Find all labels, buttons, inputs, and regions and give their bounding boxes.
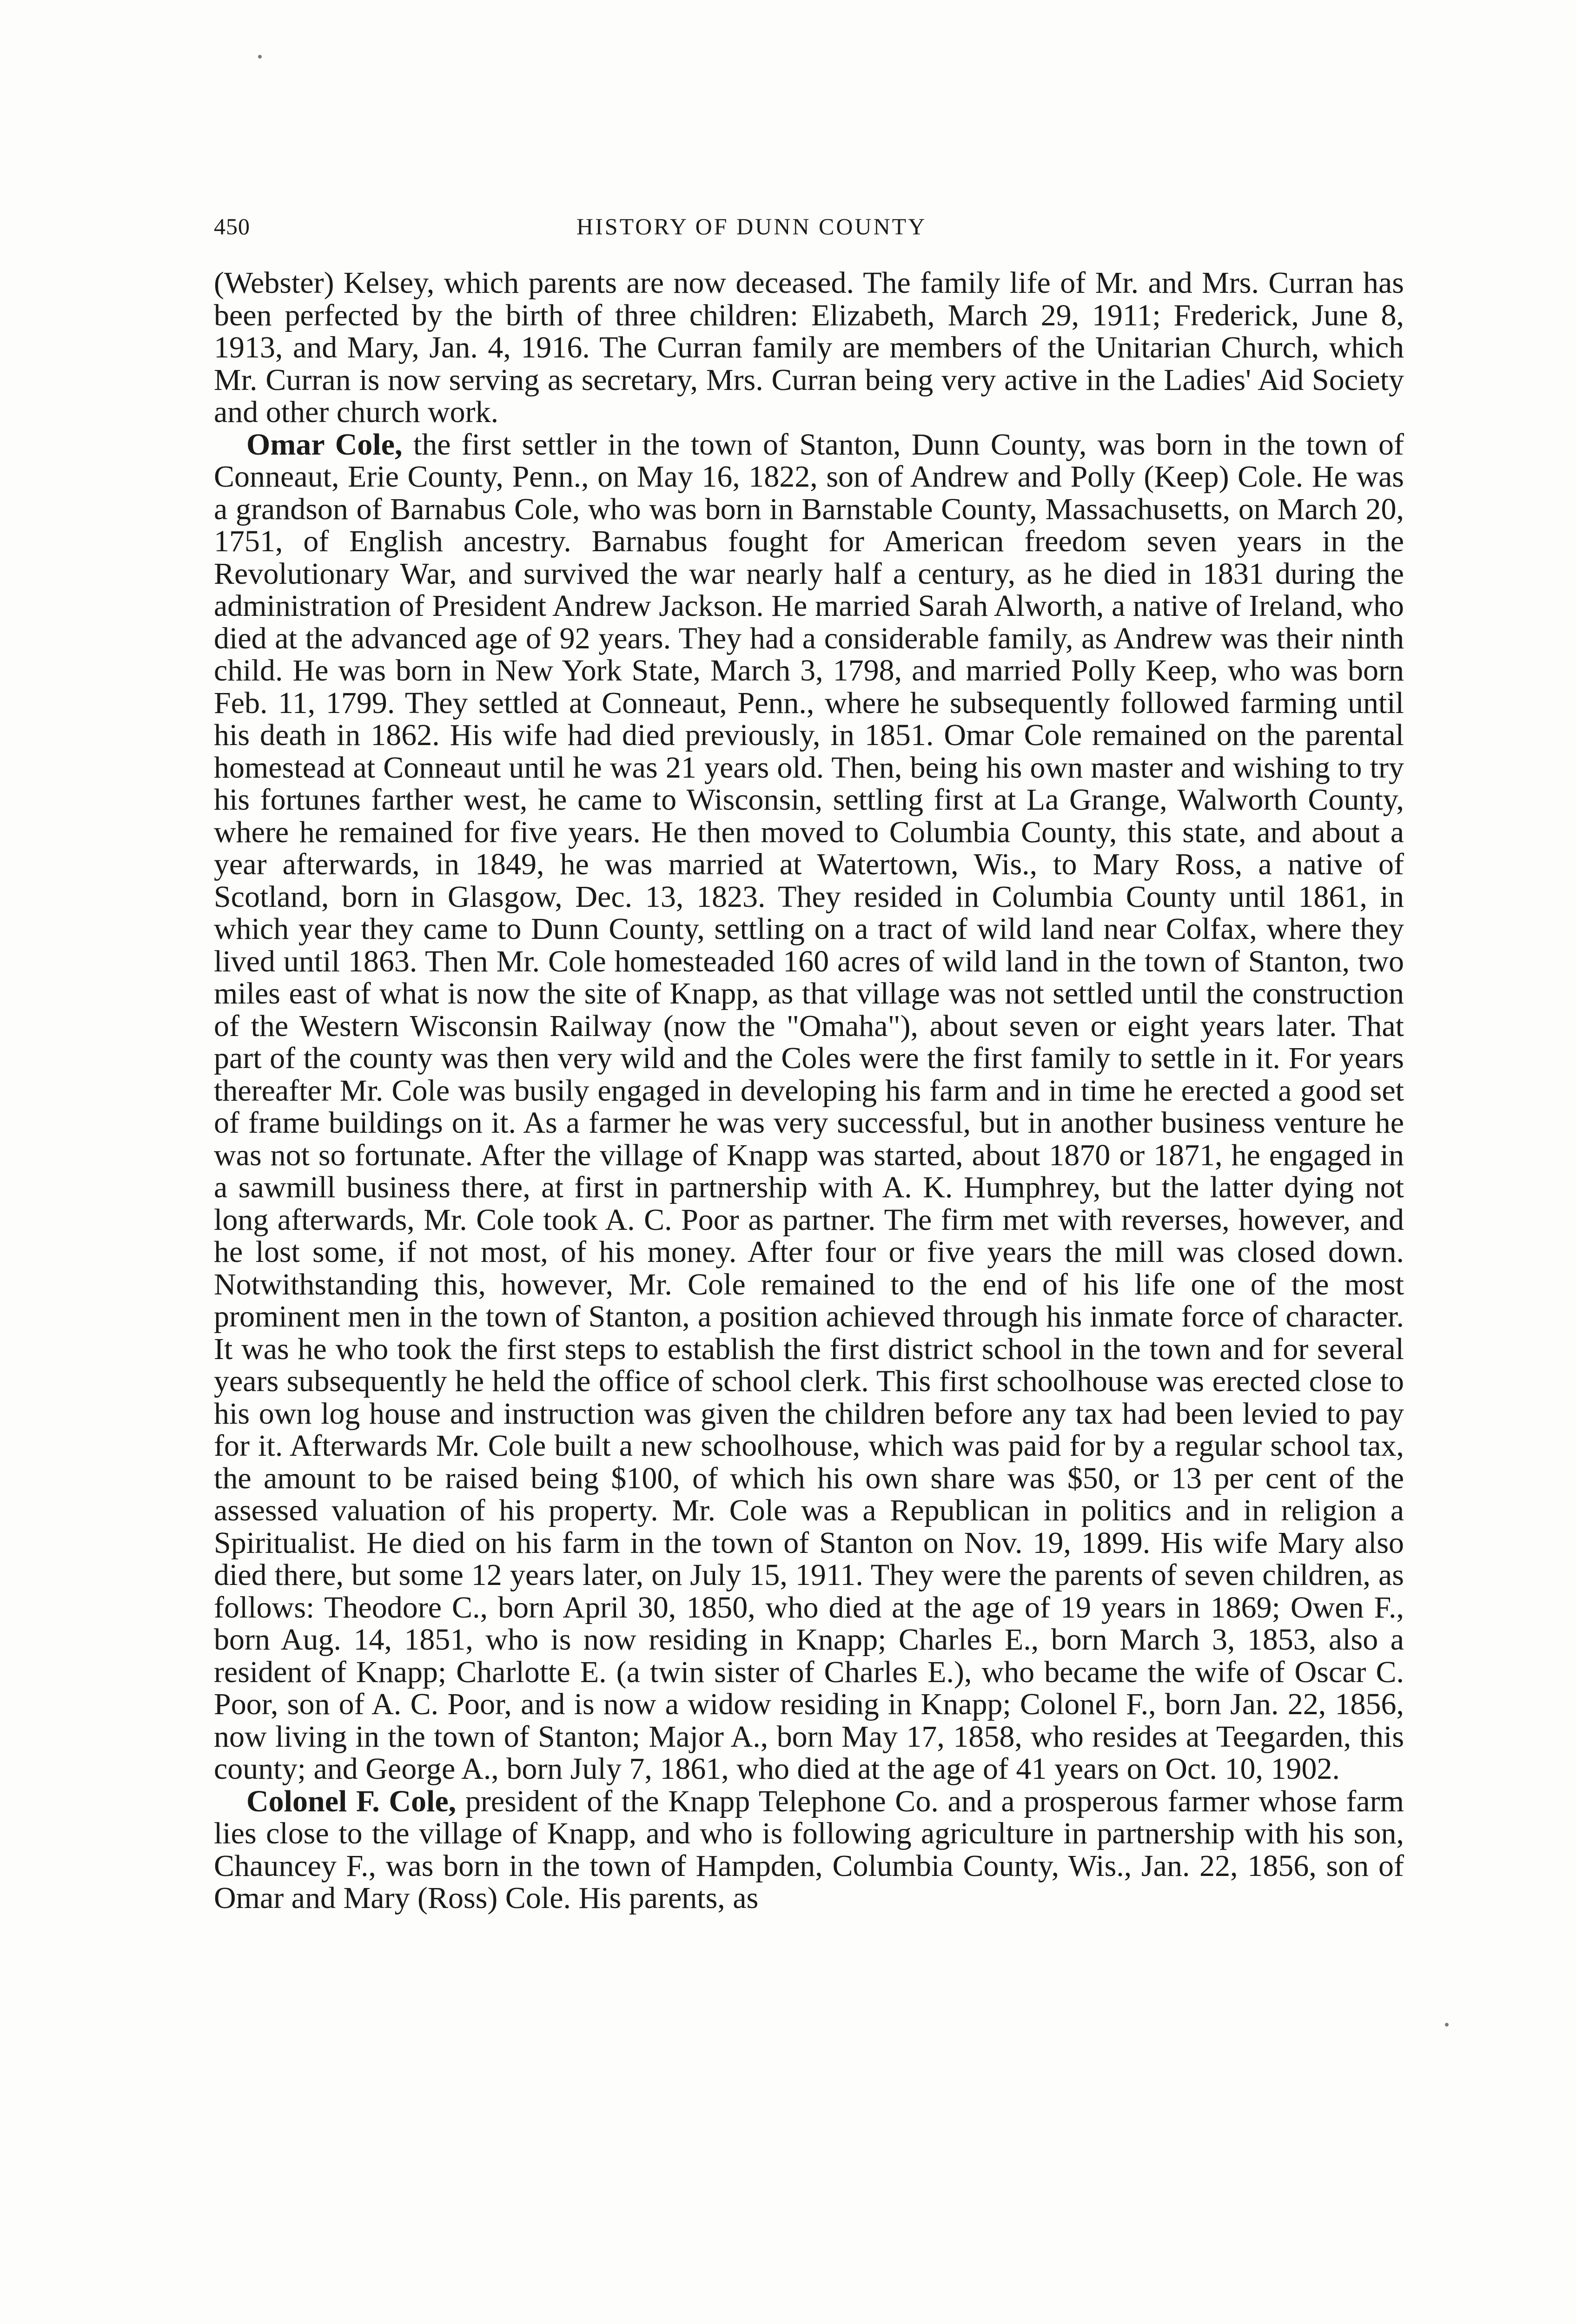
paragraph-text: (Webster) Kelsey, which parents are now deceased. The family life of Mr. and Mrs. Curran has been perfected by the birth of three children: Elizabeth, March 29, 1911; Frederick, June 8, 1913, and Mary, Jan. 4, 1916. The Curran family are members of the Unitarian Church, which Mr. Curran is now serving as secretary, Mrs. Curran being very active in the Ladies' Aid Society and other church work. [214, 266, 1404, 429]
paragraph-continuation [214, 267, 1404, 429]
page-number: 450 [214, 213, 250, 239]
paragraph-colonel-cole [214, 1785, 1404, 1915]
paragraph-omar-cole [214, 429, 1404, 1785]
body-text [214, 267, 1404, 1915]
paragraph-lead-colonel-cole: Colonel F. Cole, [246, 1784, 457, 1818]
page-header [214, 213, 981, 255]
paragraph-lead-omar-cole: Omar Cole, [246, 427, 403, 462]
paper-speck [258, 55, 262, 59]
running-head: HISTORY OF DUNN COUNTY [576, 213, 927, 239]
paragraph-text-omar-cole: the first settler in the town of Stanton, Dunn County, was born in the town of Conneaut, Erie County, Penn., on May 16, 1822, son of Andrew and Polly (Keep) Cole. He was a grandson of Barnabus Cole, who was born in Barnstable County, Massachusetts, on March 20, 1751, of English ancestry. Barnabus fought for American freedom seven years in the Revolutionary War, and survived the war nearly half a century, as he died in 1831 during the administration of President Andrew Jackson. He married Sarah Alworth, a native of Ireland, who died at the advanced age of 92 years. They had a considerable family, as Andrew was their ninth child. He was born in New York State, March 3, 1798, and married Polly Keep, who was born Feb. 11, 1799. They settled at Conneaut, Penn., where he subsequently followed farming until his death in 1862. His wife had died previously, in 1851. Omar Cole remained on the parental homestead at Conneaut until he was 21 years old. Then, being his own master and wishing to try his fortunes farther west, he came to Wisconsin, settling first at La Grange, Walworth County, where he remained for five years. He then moved to Columbia County, this state, and about a year afterwards, in 1849, he was married at Watertown, Wis., to Mary Ross, a native of Scotland, born in Glasgow, Dec. 13, 1823. They resided in Columbia County until 1861, in which year they came to Dunn County, settling on a tract of wild land near Colfax, where they lived until 1863. Then Mr. Cole homesteaded 160 acres of wild land in the town of Stanton, two miles east of what is now the site of Knapp, as that village was not settled until the construction of the Western Wisconsin Railway (now the "Omaha"), about seven or eight years later. That part of the county was then very wild and the Coles were the first family to settle in it. For years thereafter Mr. Cole was busily engaged in developing his farm and in time he erected a good set of frame buildings on it. As a farmer he was very successful, but in another business venture he was not so fortunate. After the village of Knapp was started, about 1870 or 1871, he engaged in a sawmill business there, at first in partnership with A. K. Humphrey, but the latter dying not long afterwards, Mr. Cole took A. C. Poor as partner. The firm met with reverses, however, and he lost some, if not most, of his money. After four or five years the mill was closed down. Notwithstanding this, however, Mr. Cole remained to the end of his life one of the most prominent men in the town of Stanton, a position achieved through his inmate force of character. It was he who took the first steps to establish the first district school in the town and for several years subsequently he held the office of school clerk. This first schoolhouse was erected close to his own log house and instruction was given the children before any tax had been levied to pay for it. Afterwards Mr. Cole built a new schoolhouse, which was paid for by a regular school tax, the amount to be raised being $100, of which his own share was $50, or 13 per cent of the assessed valuation of his property. Mr. Cole was a Republican in politics and in religion a Spiritualist. He died on his farm in the town of Stanton on Nov. 19, 1899. His wife Mary also died there, but some 12 years later, on July 15, 1911. They were the parents of seven children, as follows: Theodore C., born April 30, 1850, who died at the age of 19 years in 1869; Owen F., born Aug. 14, 1851, who is now residing in Knapp; Charles E., born March 3, 1853, also a resident of Knapp; Charlotte E. (a twin sister of Charles E.), who became the wife of Oscar C. Poor, son of A. C. Poor, and is now a widow residing in Knapp; Colonel F., born Jan. 22, 1856, now living in the town of Stanton; Major A., born May 17, 1858, who resides at Teegarden, this county; and George A., born July 7, 1861, who died at the age of 41 years on Oct. 10, 1902. [214, 427, 1404, 1786]
paper-speck [1445, 2023, 1449, 2027]
paragraph-text-colonel-cole: president of the Knapp Telephone Co. and a prosperous farmer whose farm lies close to the village of Knapp, and who is following agriculture in partnership with his son, Chauncey F., was born in the town of Hampden, Columbia County, Wis., Jan. 22, 1856, son of Omar and Mary (Ross) Cole. His parents, as [214, 1784, 1404, 1915]
